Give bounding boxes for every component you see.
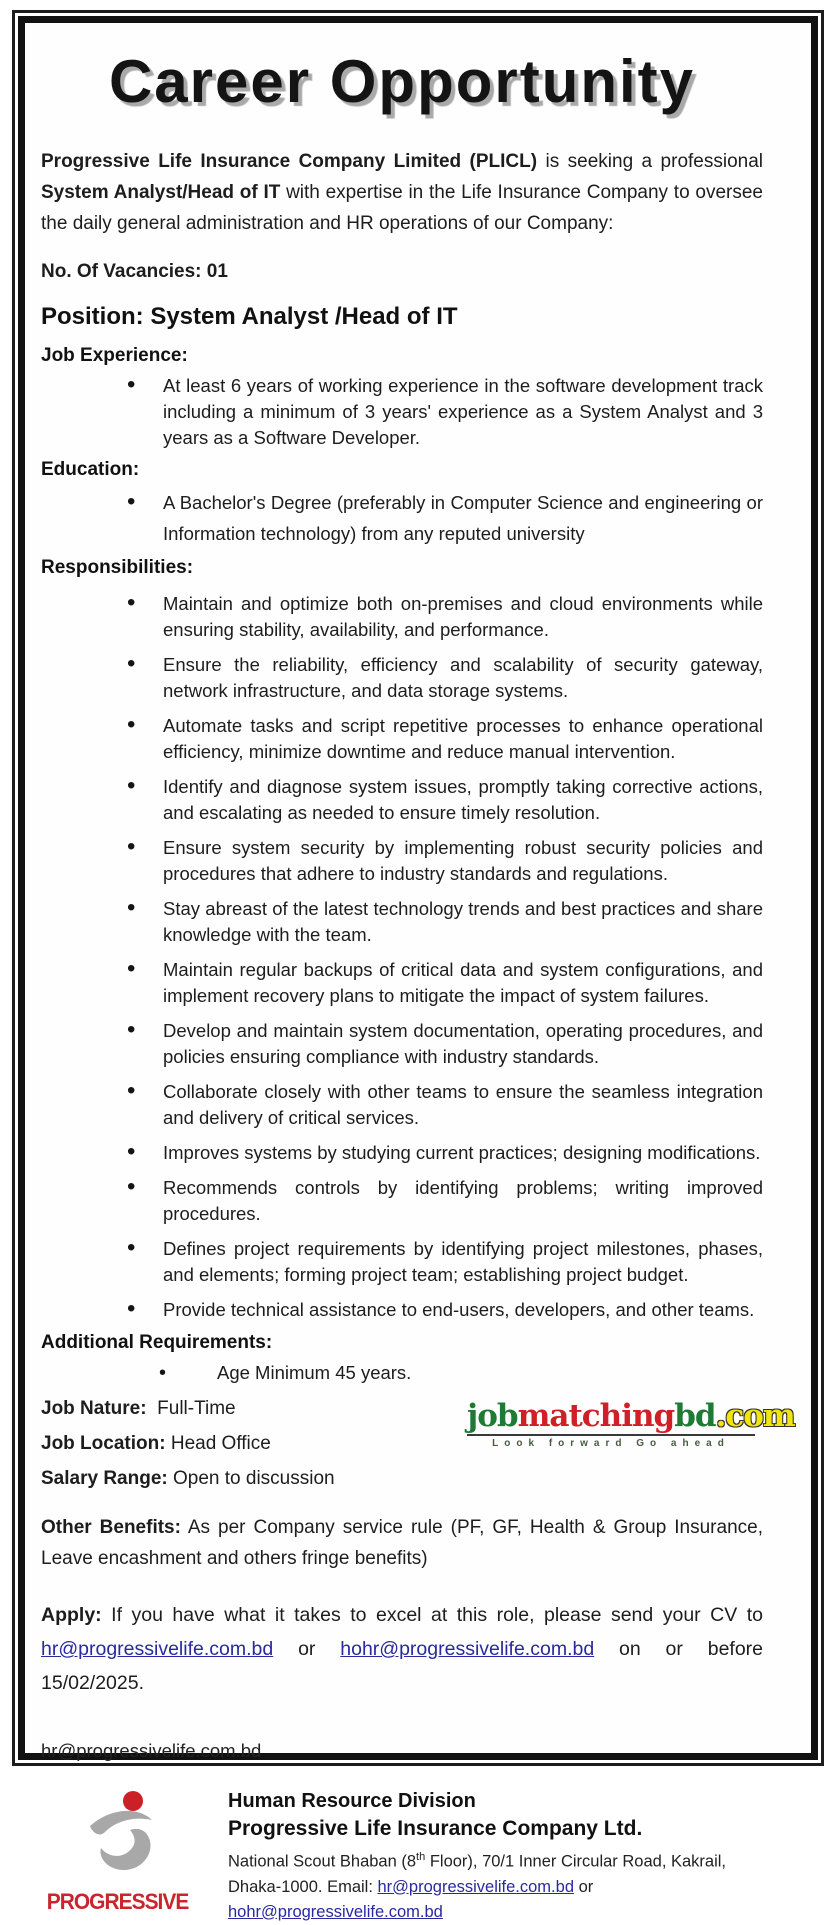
other-benefits-label: Other Benefits: (41, 1517, 181, 1538)
apply-label: Apply: (41, 1604, 102, 1626)
job-experience-list (41, 373, 763, 451)
list-item: • At least 6 years of working experience in the software development track including a minimum of 3 years' experience as a System Analyst and 3 years as a Software Developer. (41, 373, 763, 451)
progressive-logo-text: PROGRESSIVE (46, 1889, 189, 1914)
job-location-value: Head Office (170, 1433, 271, 1454)
address-part-2: Floor), 70/1 Inner Circular Road, Kakrail, Dhaka-1000. Email: (228, 1852, 727, 1896)
footer-company: Progressive Life Insurance Company Ltd. (228, 1817, 643, 1840)
company-name: Progressive Life Insurance Company Limited (PLICL) (41, 151, 538, 172)
intro-text-2: with expertise in the Life Insurance Company to oversee the daily general administration and HR operations of our Company: (41, 182, 763, 234)
footer-block (41, 1788, 763, 1925)
salary-range-line (41, 1466, 763, 1492)
apply-deadline-text: on or before 15/02/2025. (41, 1638, 764, 1694)
footer-division: Human Resource Division (228, 1790, 476, 1812)
logo-part-bd: bd (674, 1398, 716, 1434)
document-inner-border (18, 16, 818, 1921)
logo-part-matching: matching (517, 1398, 675, 1434)
additional-requirements-list (41, 1360, 763, 1386)
standalone-email-text: hr@progressivelife.com.bd (41, 1740, 262, 1761)
apply-text: If you have what it takes to excel at this role, please send your CV to (101, 1604, 763, 1626)
position-heading: Position: System Analyst /Head of IT (41, 303, 458, 330)
position-name-inline: System Analyst/Head of IT (41, 182, 281, 203)
apply-email-link-hr[interactable]: hr@progressivelife.com.bd (41, 1638, 274, 1660)
list-item: • Develop and maintain system documentation, operating procedures, and policies ensuring compliance with industry standards. (41, 1018, 763, 1070)
job-nature-label: Job Nature: (41, 1398, 147, 1419)
salary-range-value: Open to discussion (173, 1468, 335, 1489)
address-superscript: th (416, 1851, 426, 1863)
list-item: • A Bachelor's Degree (preferably in Computer Science and engineering or Information technology) from any reputed university (41, 487, 763, 549)
list-item: • Defines project requirements by identifying project milestones, phases, and elements; forming project team; establishing project budget. (41, 1236, 763, 1288)
other-benefits-paragraph (41, 1512, 763, 1574)
job-experience-heading: Job Experience: (41, 345, 188, 366)
progressive-logo (41, 1788, 206, 1915)
jobmatchingbd-watermark-logo (467, 1398, 795, 1449)
additional-requirements-heading: Additional Requirements: (41, 1332, 273, 1353)
list-item: • Collaborate closely with other teams to ensure the seamless integration and delivery of critical services. (41, 1079, 763, 1131)
list-item: • Improves systems by studying current practices; designing modifications. (41, 1140, 763, 1166)
footer-text-block (206, 1788, 763, 1925)
list-item: • Ensure the reliability, efficiency and scalability of security gateway, network infrastructure, and data storage systems. (41, 652, 763, 704)
list-item: • Identify and diagnose system issues, promptly taking corrective actions, and escalating as needed to ensure timely resolution. (41, 774, 763, 826)
vacancies-line: No. Of Vacancies: 01 (41, 261, 228, 282)
responsibilities-heading: Responsibilities: (41, 557, 194, 578)
apply-email-link-hohr[interactable]: hohr@progressivelife.com.bd (340, 1638, 595, 1660)
list-item: • Automate tasks and script repetitive processes to enhance operational efficiency, minimize downtime and reduce manual intervention. (41, 713, 763, 765)
logo-part-job: job (467, 1398, 518, 1434)
other-benefits-text: As per Company service rule (PF, GF, Health & Group Insurance, Leave encashment and others fringe benefits) (41, 1517, 763, 1569)
list-item: • Ensure system security by implementing robust security policies and procedures that adhere to industry standards and regulations. (41, 835, 763, 887)
logo-part-com: .com (715, 1398, 795, 1434)
job-nature-value: Full-Time (157, 1398, 236, 1419)
list-item: • Age Minimum 45 years. (41, 1360, 763, 1386)
progressive-logo-icon (76, 1790, 172, 1882)
intro-text-1: is seeking a professional (537, 151, 763, 172)
responsibilities-list (41, 591, 763, 1323)
apply-paragraph (41, 1598, 763, 1700)
job-location-label: Job Location: (41, 1433, 166, 1454)
list-item: • Provide technical assistance to end-users, developers, and other teams. (41, 1297, 763, 1323)
footer-email-link-hr[interactable]: hr@progressivelife.com.bd (377, 1877, 574, 1896)
list-item: • Recommends controls by identifying problems; writing improved procedures. (41, 1175, 763, 1227)
list-item: • Maintain regular backups of critical data and system configurations, and implement recovery plans to mitigate the impact of system failures. (41, 957, 763, 1009)
jobmatchingbd-logo-text (467, 1398, 795, 1434)
salary-range-label: Salary Range: (41, 1468, 168, 1489)
job-details-block (41, 1396, 795, 1492)
footer-email-link-hohr[interactable]: hohr@progressivelife.com.bd (228, 1902, 443, 1921)
page-title: Career Opportunity (108, 48, 696, 115)
education-list (41, 487, 763, 549)
jobmatchingbd-tagline: Look forward Go ahead (467, 1434, 755, 1449)
footer-or-text: or (578, 1877, 594, 1896)
address-part-1: National Scout Bhaban (8 (228, 1852, 417, 1871)
apply-or-text: or (298, 1638, 316, 1660)
list-item: • Maintain and optimize both on-premises and cloud environments while ensuring stability, availability, and performance. (41, 591, 763, 643)
intro-paragraph (41, 146, 763, 239)
education-heading: Education: (41, 459, 140, 480)
list-item: • Stay abreast of the latest technology trends and best practices and share knowledge with the team. (41, 896, 763, 948)
footer-address (228, 1845, 763, 1925)
document-outer-border (12, 10, 824, 1921)
